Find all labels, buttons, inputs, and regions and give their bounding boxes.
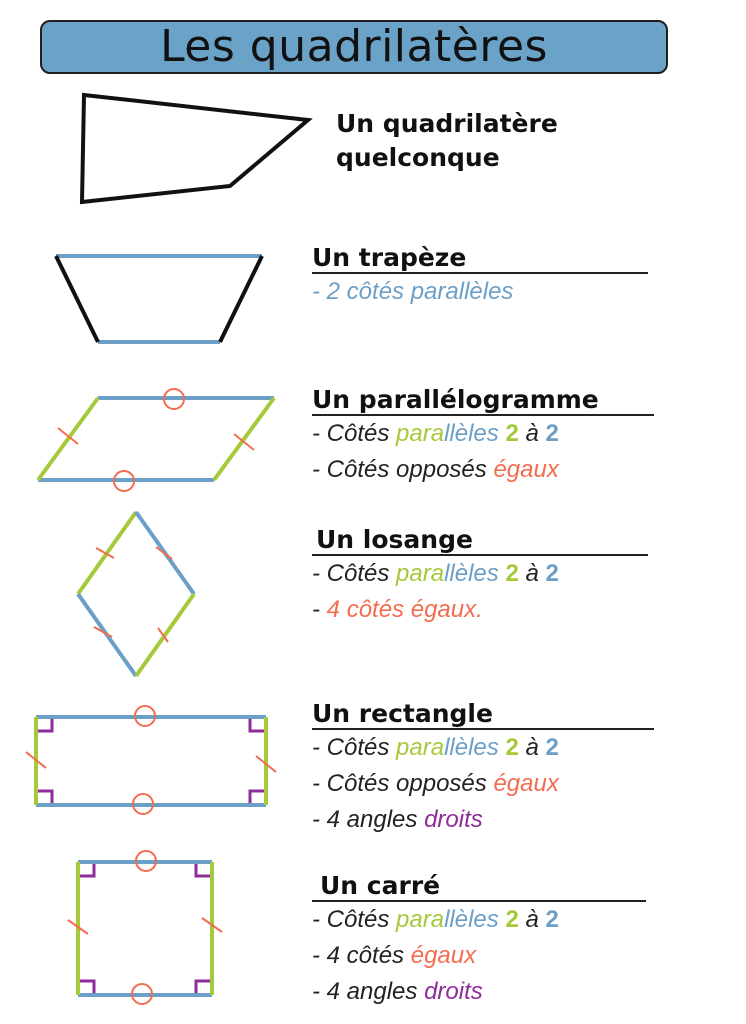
prefix: - Côtés opposés xyxy=(312,770,494,797)
rectangle-line-angles xyxy=(312,802,654,838)
trapezoid-shape xyxy=(56,256,262,342)
prefix: - 4 angles xyxy=(312,806,425,833)
accent-purple: droits xyxy=(424,806,483,833)
num-green: 2 xyxy=(505,560,519,587)
accent-red: égaux xyxy=(493,456,559,483)
a-word: à xyxy=(518,906,546,933)
rectangle-heading: Un rectangle xyxy=(312,700,654,730)
quadrilateral-label xyxy=(336,110,558,172)
para-green: para xyxy=(396,734,445,761)
quadrilateral-shape xyxy=(82,95,308,202)
rhombus-line-parallel xyxy=(312,556,648,592)
rhombus-heading: Un losange xyxy=(312,526,648,556)
rhombus-section xyxy=(312,526,648,628)
quadrilateral-label-line1: Un quadrilatère xyxy=(336,109,558,138)
para-green: para xyxy=(396,906,445,933)
parallelogram-shape xyxy=(38,389,274,491)
rectangle-shape xyxy=(26,706,276,814)
accent-red: égaux xyxy=(493,770,559,797)
num-blue: 2 xyxy=(545,420,559,447)
page-title: Les quadrilatères xyxy=(160,21,548,72)
parallelogram-heading: Un parallélogramme xyxy=(312,386,654,416)
quadrilateral-label-line2: quelconque xyxy=(336,143,500,172)
para-blue: llèles xyxy=(444,560,499,587)
para-blue: llèles xyxy=(444,906,499,933)
trapezoid-desc: - 2 côtés parallèles xyxy=(312,278,514,305)
prefix: - Côtés xyxy=(312,560,397,587)
para-green: para xyxy=(396,420,445,447)
square-line-equal xyxy=(312,938,646,974)
square-line-parallel xyxy=(312,902,646,938)
para-green: para xyxy=(396,560,445,587)
para-blue: llèles xyxy=(444,734,499,761)
trapezoid-section xyxy=(312,244,648,310)
num-blue: 2 xyxy=(545,906,559,933)
prefix: - 4 côtés xyxy=(312,942,411,969)
square-heading: Un carré xyxy=(312,872,646,902)
a-word: à xyxy=(518,734,546,761)
parallelogram-line-parallel xyxy=(312,416,654,452)
square-shape xyxy=(68,851,222,1004)
prefix: - Côtés xyxy=(312,906,397,933)
prefix: - Côtés xyxy=(312,420,397,447)
a-word: à xyxy=(518,560,546,587)
accent-red: 4 côtés égaux. xyxy=(326,596,483,623)
square-line-angles xyxy=(312,974,646,1010)
rhombus-shape xyxy=(78,512,194,676)
num-blue: 2 xyxy=(545,560,559,587)
parallelogram-line-equal xyxy=(312,452,654,488)
prefix: - 4 angles xyxy=(312,978,425,1005)
trapezoid-heading: Un trapèze xyxy=(312,244,648,274)
num-green: 2 xyxy=(505,906,519,933)
rhombus-line-equal xyxy=(312,592,648,628)
square-section xyxy=(312,872,646,1010)
accent-purple: droits xyxy=(424,978,483,1005)
parallelogram-section xyxy=(312,386,654,488)
rectangle-section xyxy=(312,700,654,838)
accent-red: égaux xyxy=(410,942,477,969)
num-green: 2 xyxy=(505,734,519,761)
rectangle-line-parallel xyxy=(312,730,654,766)
prefix: - xyxy=(312,596,327,623)
prefix: - Côtés opposés xyxy=(312,456,494,483)
a-word: à xyxy=(518,420,546,447)
prefix: - Côtés xyxy=(312,734,397,761)
num-green: 2 xyxy=(505,420,519,447)
rectangle-line-equal xyxy=(312,766,654,802)
para-blue: llèles xyxy=(444,420,499,447)
num-blue: 2 xyxy=(545,734,559,761)
